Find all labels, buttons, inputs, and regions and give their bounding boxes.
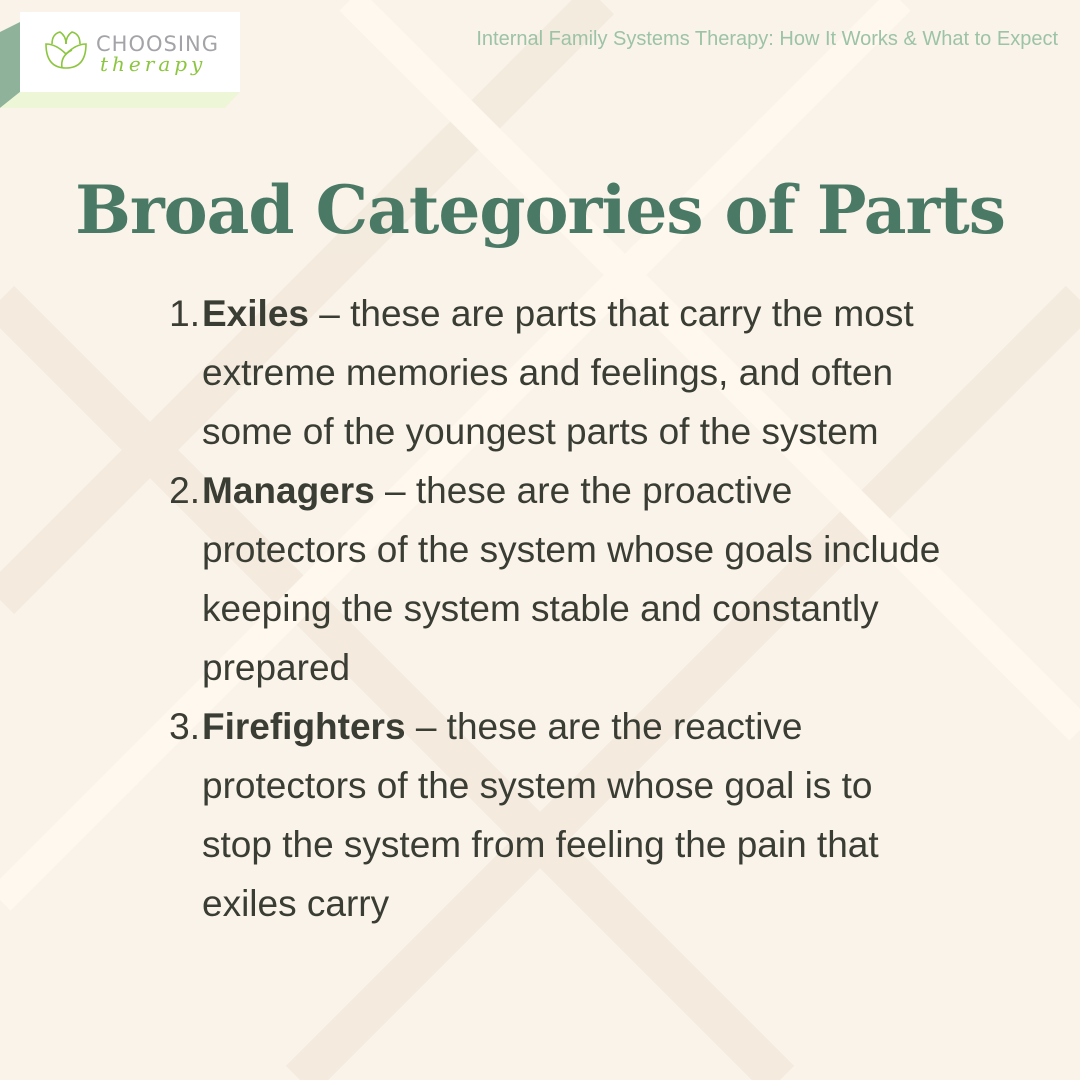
logo-text-choosing: CHOOSING xyxy=(96,32,220,56)
article-title: Internal Family Systems Therapy: How It Works & What to Expect xyxy=(476,28,1058,50)
list-number: 1. xyxy=(169,293,200,334)
page-title: Broad Categories of Parts xyxy=(75,171,1005,249)
list-item xyxy=(150,284,950,461)
logo-text-therapy: therapy xyxy=(100,52,207,76)
list-item xyxy=(150,697,950,933)
logo-box xyxy=(20,12,240,92)
list-number: 2. xyxy=(169,470,200,511)
description: – these are parts that carry the most extreme memories and feelings, and often some of the youngest parts of the system xyxy=(202,293,914,452)
logo-bottom-strip xyxy=(0,92,240,108)
term-exiles: Exiles xyxy=(202,293,309,334)
list-number: 3. xyxy=(169,706,200,747)
lotus-icon xyxy=(42,30,90,70)
description: – these are the proactive protectors of the system whose goals include keeping the system stable and constantly prepared xyxy=(202,470,941,688)
description: – these are the reactive protectors of the system whose goal is to stop the system from feeling the pain that exiles carry xyxy=(202,706,879,924)
list-item xyxy=(150,461,950,697)
parts-list xyxy=(150,284,950,933)
term-managers: Managers xyxy=(202,470,375,511)
logo[interactable] xyxy=(0,12,240,108)
term-firefighters: Firefighters xyxy=(202,706,406,747)
